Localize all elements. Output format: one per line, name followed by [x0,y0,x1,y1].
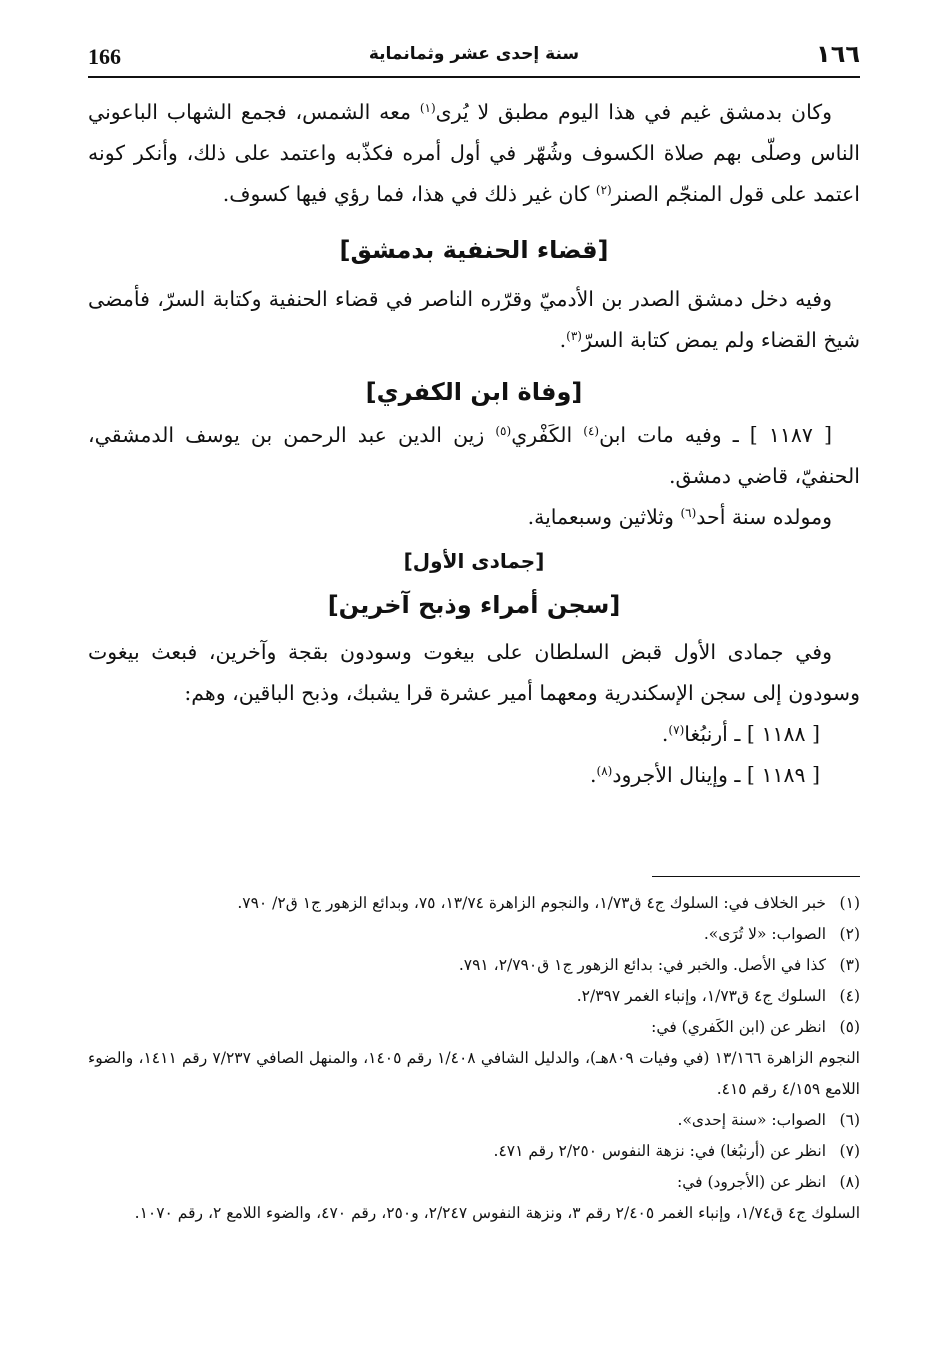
main-text [88,92,860,796]
footnote-text: انظر عن (ابن الكَفري) في: [651,1018,826,1036]
page-number-arabic: ١٦٦ [816,40,860,68]
text-run: . [589,763,597,787]
footnote-text: خبر الخلاف في: السلوك ج٤ ق١/٧٣، والنجوم الزاهرة ١٣/٧٤، ٧٥، وبدائع الزهور ج١ ق٢/ ٧٩٠. [237,894,826,912]
text-run: [ ١١٨٩ ] ـ وإينال الأجرود [612,763,820,787]
paragraph-hanafi [88,279,860,361]
footnote [88,1136,860,1167]
paragraph-entry-1187 [88,415,860,497]
footnote-marker: (٧) [668,723,685,737]
running-title: سنة إحدى عشر وثمانماية [368,44,580,64]
footnote-marker: (٦) [680,506,697,520]
text-run: معه الشمس، فجمع الشهاب الباعوني الناس وصلّى بهم صلاة الكسوف وشُهّر في أول أمره فكذّبه واعتمد على ذلك، وأنكر كونه اعتمد على قول المنجّم الصنر [88,100,860,206]
footnote-continuation [88,1043,860,1105]
text-run: . [661,722,669,746]
footnote-marker: (٥) [495,424,512,438]
footnote-text: انظر عن (الأجرود) في: [676,1173,826,1191]
footnote-text: كذا في الأصل. والخبر في: بدائع الزهور ج١ ق٢/٧٩٠، ٧٩١. [458,956,826,974]
footnote [88,888,860,919]
footnote-marker: (١) [419,101,436,115]
page-number-latin: 166 [88,44,121,69]
footnote-number: (٤) [839,987,860,1005]
footnote-rule [652,876,860,877]
text-run: وفيه دخل دمشق الصدر بن الأدميّ وقرّره الناصر في قضاء الحنفية وكتابة السرّ، فأمضى شيخ القضاء ولم يمض كتابة السرّ [88,287,860,352]
footnote [88,1012,860,1043]
text-run: ومولده سنة أحد [696,505,832,529]
footnote-number: (٣) [839,956,860,974]
footnote [88,1105,860,1136]
paragraph-entry-1189 [88,755,860,796]
paragraph-entry-1188 [88,714,860,755]
footnote-continuation [88,1198,860,1229]
paragraph-arrests: وفي جمادى الأول قبض السلطان على بيغوت وسودون بقجة وآخرين، فبعث بيغوت وسودون إلى سجن الإسكندرية ومعهما أمير عشرة قرا يشبك، وذبح الباقين، وهم: [88,640,860,705]
text-run: . [559,328,567,352]
text-run: وثلاثين وسبعماية. [527,505,681,529]
footnote-number: (٢) [839,925,860,943]
footnote-number: (٧) [839,1142,860,1160]
footnote [88,950,860,981]
footnote-number: (٨) [839,1173,860,1191]
footnote-number: (١) [839,894,860,912]
footnote [88,919,860,950]
section-heading-jumada: [جمادى الأول] [403,549,545,573]
footnote-marker: (٨) [596,764,613,778]
footnote-text: انظر عن (أرنبُغا) في: نزهة النفوس ٢/٢٥٠ رقم ٤٧١. [493,1142,826,1160]
footnote [88,981,860,1012]
text-run: [ ١١٨٨ ] ـ أرنبُغا [684,722,820,746]
header-rule [88,76,860,78]
footnote-number: (٦) [839,1111,860,1129]
footnote-text: الصواب: «سنة إحدى». [677,1111,826,1129]
page-header [88,38,860,78]
section-heading-imprisonment: [سجن أمراء وذبح آخرين] [327,591,621,619]
footnote-text: الصواب: «لا تُرَى». [703,925,826,943]
footnote-number: (٥) [839,1018,860,1036]
footnote-text: السلوك ج٤ ق١/٧٣، وإنباء الغمر ٢/٣٩٧. [576,987,826,1005]
footnote-marker: (٤) [583,424,600,438]
paragraph-birth [88,497,860,538]
paragraph-eclipse [88,92,860,215]
footnote [88,1167,860,1198]
footnote-marker: (٢) [595,183,612,197]
footnote-text: السلوك ج٤ ق١/٧٤، وإنباء الغمر ٢/٤٠٥ رقم ٣، ونزهة النفوس ٢/٢٤٧، و٢٥٠، رقم ٤٧٠، والضوء اللامع ٢، رقم ١٠٧٠. [134,1204,860,1222]
section-heading-hanafi-judiciary: [قضاء الحنفية بدمشق] [339,236,609,264]
text-run: زين الدين عبد الرحمن بن يوسف الدمشقي، الحنفيّ، قاضي دمشق. [88,423,860,488]
text-run: كان غير ذلك في هذا، فما رؤي فيها كسوف. [222,182,596,206]
text-run: وكان بدمشق غيم في هذا اليوم مطبق لا يُرى [435,100,832,124]
footnotes [88,888,860,1229]
footnote-marker: (٣) [566,329,582,343]
footnote-text: النجوم الزاهرة ١٣/١٦٦ (في وفيات ٨٠٩هـ)، والدليل الشافي ١/٤٠٨ رقم ١٤٠٥، والمنهل الصافي ٧/٢٣٧ رقم ١٤١١، والضوء اللامع ٤/١٥٩ رقم ٤١٥. [88,1049,860,1098]
text-run: [ ١١٨٧ ] ـ وفيه مات ابن [599,423,833,447]
section-heading-death-ibn-kafri: [وفاة ابن الكفري] [365,378,583,406]
text-run: الكَفْري [511,423,584,447]
